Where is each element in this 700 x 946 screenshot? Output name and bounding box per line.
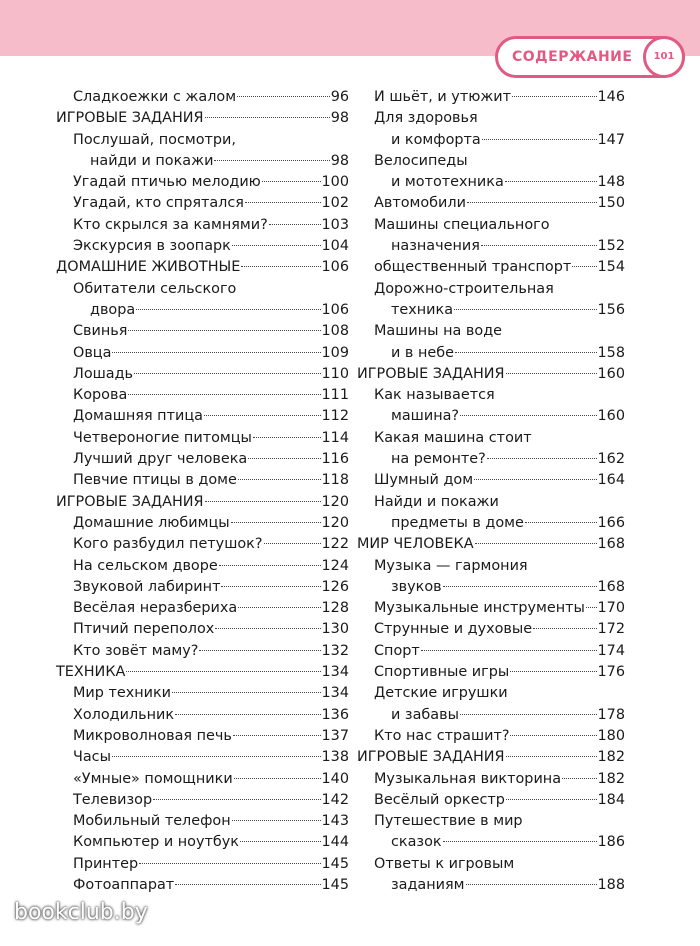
dot-leader — [172, 692, 320, 693]
toc-section-heading — [357, 534, 625, 555]
toc-entry — [56, 279, 349, 322]
toc-entry-page: 145 — [321, 876, 349, 893]
toc-entry — [357, 854, 625, 897]
dot-leader — [586, 607, 597, 608]
dot-leader — [128, 394, 320, 395]
toc-entry — [357, 151, 625, 194]
toc-entry-page: 152 — [597, 238, 625, 255]
toc-section-heading — [357, 747, 625, 768]
toc-entry-title: и в небе — [391, 344, 454, 361]
toc-entry — [56, 832, 349, 853]
toc-entry-title: Музыкальная викторина — [374, 770, 562, 787]
toc-entry-title-line: Дорожно-строительная — [374, 280, 554, 297]
toc-entry-page: 166 — [597, 514, 625, 531]
toc-entry — [56, 769, 349, 790]
toc-section-heading — [56, 662, 349, 683]
dot-leader — [175, 884, 320, 885]
toc-entry — [56, 193, 349, 214]
toc-entry — [357, 257, 625, 278]
toc-entry-title: заданиям — [391, 876, 465, 893]
toc-entry-page: 176 — [597, 664, 625, 681]
toc-entry-page: 158 — [597, 344, 625, 361]
toc-entry — [56, 364, 349, 385]
dot-leader — [232, 245, 321, 246]
toc-entry-page: 138 — [321, 749, 349, 766]
toc-entry-title: и мототехника — [391, 174, 504, 191]
toc-entry-title: Кто нас страшит? — [374, 727, 510, 744]
toc-entry — [56, 534, 349, 555]
toc-entry-title: Угадай птичью мелодию — [73, 174, 261, 191]
dot-leader — [525, 522, 597, 523]
toc-entry — [56, 87, 349, 108]
dot-leader — [506, 756, 597, 757]
toc-entry-title: Свинья — [73, 323, 128, 340]
toc-entry-title: предметы в доме — [391, 514, 524, 531]
toc-entry-page: 156 — [597, 301, 625, 318]
dot-leader — [199, 650, 320, 651]
dot-leader — [512, 96, 597, 97]
toc-entry — [56, 470, 349, 491]
toc-entry — [56, 236, 349, 257]
dot-leader — [533, 628, 596, 629]
toc-entry-page: 126 — [321, 578, 349, 595]
toc-entry-page: 160 — [597, 365, 625, 382]
toc-entry-title-line: Обитатели сельского — [73, 280, 237, 297]
toc-entry-title: Четвероногие питомцы — [73, 429, 252, 446]
toc-entry — [357, 385, 625, 428]
toc-entry-title: общественный транспорт — [374, 259, 572, 276]
toc-entry-title: ИГРОВЫЕ ЗАДАНИЯ — [357, 749, 505, 766]
toc-entry-title-line: Машины специального — [374, 216, 550, 233]
toc-entry-title: Экскурсия в зоопарк — [73, 238, 231, 255]
dot-leader — [231, 522, 321, 523]
dot-leader — [139, 863, 320, 864]
toc-entry-page: 178 — [597, 706, 625, 723]
dot-leader — [175, 714, 320, 715]
toc-entry-page: 168 — [597, 536, 625, 553]
dot-leader — [248, 458, 320, 459]
dot-leader — [466, 884, 597, 885]
toc-entry-page: 150 — [597, 195, 625, 212]
dot-leader — [128, 330, 320, 331]
toc-entry-title: Сладкоежки с жалом — [73, 89, 237, 105]
toc-entry — [56, 747, 349, 768]
toc-entry-page: 98 — [330, 110, 349, 127]
dot-leader — [238, 479, 321, 480]
toc-entry-title: Домашняя птица — [73, 408, 203, 425]
toc-entry-title: назначения — [391, 238, 480, 255]
toc-entry-title: и комфорта — [391, 131, 481, 148]
toc-entry-page: 111 — [321, 387, 349, 404]
toc-entry — [357, 811, 625, 854]
dot-leader — [245, 202, 321, 203]
toc-entry — [357, 428, 625, 471]
toc-entry-title: Овца — [73, 344, 112, 361]
toc-entry — [357, 492, 625, 535]
toc-entry — [357, 598, 625, 619]
toc-entry-title: Спорт — [374, 642, 420, 659]
dot-leader — [506, 373, 597, 374]
dot-leader — [204, 415, 321, 416]
toc-entry-title-line: Велосипеды — [374, 152, 468, 169]
toc-entry-title: ИГРОВЫЕ ЗАДАНИЯ — [357, 365, 505, 382]
dot-leader — [112, 756, 321, 757]
toc-entry-page: 136 — [321, 706, 349, 723]
toc-entry-title: сказок — [391, 834, 442, 851]
toc-right-column — [357, 87, 625, 896]
toc-entry-title: Кто зовёт маму? — [73, 642, 199, 659]
dot-leader — [205, 117, 330, 118]
toc-entry-title-line: Для здоровья — [374, 110, 478, 127]
toc-entry-title: Музыкальные инструменты — [374, 600, 585, 617]
toc-entry-page: 142 — [321, 791, 349, 808]
dot-leader — [241, 266, 320, 267]
dot-leader — [460, 415, 596, 416]
toc-entry-title: Автомобили — [374, 195, 466, 212]
toc-entry — [56, 513, 349, 534]
toc-entry — [56, 598, 349, 619]
toc-entry-title-line: Какая машина стоит — [374, 429, 532, 446]
dot-leader — [134, 373, 320, 374]
toc-section-heading — [56, 257, 349, 278]
toc-entry-page: 148 — [597, 174, 625, 191]
toc-entry — [56, 875, 349, 896]
toc-entry-page: 118 — [321, 472, 349, 489]
toc-entry-page: 102 — [321, 195, 349, 212]
toc-entry-title-line: Детские игрушки — [374, 685, 508, 702]
dot-leader — [562, 778, 597, 779]
dot-leader — [443, 586, 597, 587]
toc-entry-page: 137 — [321, 727, 349, 744]
dot-leader — [443, 841, 597, 842]
toc-entry-page: 145 — [321, 855, 349, 872]
toc-entry-title: «Умные» помощники — [73, 770, 233, 787]
toc-entry-page: 184 — [597, 791, 625, 808]
dot-leader — [505, 181, 597, 182]
contents-header — [495, 36, 685, 78]
toc-entry-title: Угадай, кто спрятался — [73, 195, 244, 212]
dot-leader — [487, 458, 597, 459]
dot-leader — [481, 245, 597, 246]
toc-entry-page: 106 — [321, 301, 349, 318]
dot-leader — [221, 586, 320, 587]
toc-entry-title-line: Машины на воде — [374, 323, 502, 340]
toc-entry-page: 186 — [597, 834, 625, 851]
toc-entry-title: Мобильный телефон — [73, 813, 231, 830]
dot-leader — [264, 543, 321, 544]
toc-entry — [56, 172, 349, 193]
toc-entry-title: на ремонте? — [391, 451, 486, 468]
toc-entry — [357, 662, 625, 683]
toc-entry-page: 128 — [321, 600, 349, 617]
toc-entry — [357, 726, 625, 747]
toc-entry-title: Птичий переполох — [73, 621, 215, 638]
toc-entry-page: 172 — [597, 621, 625, 638]
dot-leader — [454, 309, 597, 310]
dot-leader — [112, 352, 320, 353]
dot-leader — [510, 671, 596, 672]
dot-leader — [233, 735, 321, 736]
toc-entry — [357, 279, 625, 322]
toc-entry-page: 98 — [330, 152, 349, 169]
toc-entry-page: 168 — [597, 578, 625, 595]
toc-entry-page: 162 — [597, 451, 625, 468]
toc-entry — [56, 641, 349, 662]
toc-entry — [56, 321, 349, 342]
toc-entry — [56, 130, 349, 173]
toc-entry-page: 140 — [321, 770, 349, 787]
toc-section-heading — [56, 492, 349, 513]
dot-leader — [421, 650, 597, 651]
toc-entry — [357, 87, 625, 108]
toc-entry-title: Компьютер и ноутбук — [73, 834, 239, 851]
toc-entry-page: 112 — [321, 408, 349, 425]
toc-entry-title: Весёлая неразбериха — [73, 600, 238, 617]
toc-entry-title: ИГРОВЫЕ ЗАДАНИЯ — [56, 493, 204, 510]
toc-entry — [56, 726, 349, 747]
toc-entry — [357, 193, 625, 214]
toc-entry-page: 104 — [321, 238, 349, 255]
toc-entry-page: 188 — [597, 876, 625, 893]
toc-entry-title: Шумный дом — [374, 472, 474, 489]
toc-entry-title: МИР ЧЕЛОВЕКА — [357, 536, 474, 553]
toc-entry — [56, 556, 349, 577]
toc-entry-page: 100 — [321, 174, 349, 191]
toc-section-heading — [56, 108, 349, 129]
toc-entry-title: ИГРОВЫЕ ЗАДАНИЯ — [56, 110, 204, 127]
dot-leader — [510, 735, 596, 736]
toc-entry-page: 182 — [597, 749, 625, 766]
toc-entry — [357, 470, 625, 491]
dot-leader — [572, 266, 596, 267]
toc-entry-title: Струнные и духовые — [374, 621, 533, 638]
toc-entry-page: 120 — [321, 514, 349, 531]
toc-entry — [56, 811, 349, 832]
toc-entry — [357, 790, 625, 811]
dot-leader — [215, 628, 320, 629]
toc-entry — [56, 215, 349, 236]
toc-entry-title-line: Как называется — [374, 387, 495, 404]
toc-entry-page: 106 — [321, 259, 349, 276]
toc-entry — [56, 406, 349, 427]
toc-entry — [56, 385, 349, 406]
toc-entry-page: 154 — [597, 259, 625, 276]
toc-entry-page: 143 — [321, 813, 349, 830]
toc-entry-page: 114 — [321, 429, 349, 446]
toc-entry-page: 120 — [321, 493, 349, 510]
dot-leader — [262, 181, 321, 182]
toc-entry-title: ДОМАШНИЕ ЖИВОТНЫЕ — [56, 259, 241, 276]
toc-entry-page: 164 — [597, 472, 625, 489]
toc-entry-title: техника — [391, 301, 454, 318]
toc-entry-title: Спортивные игры — [374, 664, 510, 681]
toc-entry-title: Лошадь — [73, 365, 134, 382]
toc-entry — [56, 428, 349, 449]
toc-entry-page: 122 — [321, 536, 349, 553]
toc-entry-title: Фотоаппарат — [73, 876, 175, 893]
dot-leader — [253, 437, 321, 438]
toc-entry-page: 160 — [597, 408, 625, 425]
toc-entry — [357, 769, 625, 790]
toc-entry-page: 103 — [321, 216, 349, 233]
toc-entry-title: Лучший друг человека — [73, 451, 248, 468]
toc-entry-title-line: Послушай, посмотри, — [73, 131, 236, 148]
toc-entry — [357, 321, 625, 364]
toc-entry — [56, 619, 349, 640]
toc-entry — [357, 683, 625, 726]
toc-entry-page: 182 — [597, 770, 625, 787]
toc-entry-title: Кто скрылся за камнями? — [73, 216, 268, 233]
dot-leader — [126, 671, 320, 672]
dot-leader — [460, 714, 597, 715]
toc-entry — [56, 854, 349, 875]
toc-entry-page: 108 — [321, 323, 349, 340]
toc-entry — [56, 343, 349, 364]
toc-entry-title: Звуковой лабиринт — [73, 578, 221, 595]
toc-entry-title: Микроволновая печь — [73, 727, 232, 744]
toc-entry-page: 116 — [321, 451, 349, 468]
toc-entry-title: И шьёт, и утюжит — [374, 89, 512, 105]
dot-leader — [467, 202, 597, 203]
toc-entry-page: 174 — [597, 642, 625, 659]
toc-entry-title: Кого разбудил петушок? — [73, 536, 263, 553]
toc-entry-title: и забавы — [391, 706, 459, 723]
dot-leader — [153, 799, 320, 800]
toc-entry-page: 146 — [597, 89, 625, 105]
toc-entry-page: 147 — [597, 131, 625, 148]
toc-left-column — [56, 87, 349, 896]
dot-leader — [475, 543, 597, 544]
toc-entry-title: Холодильник — [73, 706, 175, 723]
toc-entry-title: найди и покажи — [90, 152, 214, 169]
toc-entry-page: 170 — [597, 600, 625, 617]
toc-entry-title-line: Ответы к игровым — [374, 855, 515, 872]
toc-section-heading — [357, 364, 625, 385]
toc-entry-title-line: Путешествие в мир — [374, 813, 523, 830]
toc-entry — [357, 215, 625, 258]
toc-entry-page: 109 — [321, 344, 349, 361]
toc-entry — [357, 619, 625, 640]
toc-entry-title-line: Музыка — гармония — [374, 557, 528, 574]
toc-entry — [56, 449, 349, 470]
toc-entry-title: Весёлый оркестр — [374, 791, 505, 808]
dot-leader — [136, 309, 320, 310]
toc-entry-title: машина? — [391, 408, 460, 425]
toc-entry-title: ТЕХНИКА — [56, 664, 126, 681]
toc-entry — [357, 641, 625, 662]
toc-entry-title: звуков — [391, 578, 442, 595]
dot-leader — [482, 139, 597, 140]
page-number: 101 — [643, 36, 685, 78]
toc-entry-page: 132 — [321, 642, 349, 659]
toc-entry-page: 180 — [597, 727, 625, 744]
dot-leader — [214, 160, 329, 161]
toc-entry — [56, 683, 349, 704]
dot-leader — [506, 799, 597, 800]
dot-leader — [232, 820, 321, 821]
toc-entry — [56, 577, 349, 598]
dot-leader — [474, 479, 596, 480]
toc-entry — [357, 556, 625, 599]
toc-entry-title: На сельском дворе — [73, 557, 218, 574]
toc-entry-page: 124 — [321, 557, 349, 574]
toc-entry-title: Мир техники — [73, 685, 172, 702]
contents-title: СОДЕРЖАНИЕ — [512, 49, 633, 65]
toc-entry-title: Корова — [73, 387, 128, 404]
toc-entry-title: Домашние любимцы — [73, 514, 230, 531]
dot-leader — [238, 607, 320, 608]
toc-entry-page: 144 — [321, 834, 349, 851]
toc-entry-title: Часы — [73, 749, 111, 766]
dot-leader — [269, 224, 321, 225]
watermark: bookclub.by — [14, 900, 148, 925]
toc-entry-page: 96 — [330, 89, 349, 105]
toc-entry — [56, 790, 349, 811]
dot-leader — [240, 841, 321, 842]
toc-entry-page: 130 — [321, 621, 349, 638]
toc-entry-title: Телевизор — [73, 791, 153, 808]
toc-entry-title: Певчие птицы в доме — [73, 472, 237, 489]
toc-entry — [357, 108, 625, 151]
toc-entry-page: 134 — [321, 664, 349, 681]
toc-entry-page: 134 — [321, 685, 349, 702]
dot-leader — [455, 352, 597, 353]
dot-leader — [237, 96, 330, 97]
toc-entry — [56, 705, 349, 726]
dot-leader — [205, 501, 321, 502]
toc-entry-title: двора — [90, 301, 136, 318]
dot-leader — [234, 778, 321, 779]
toc-entry-page: 110 — [321, 365, 349, 382]
toc-entry-title-line: Найди и покажи — [374, 493, 499, 510]
toc-entry-title: Принтер — [73, 855, 139, 872]
dot-leader — [219, 565, 321, 566]
